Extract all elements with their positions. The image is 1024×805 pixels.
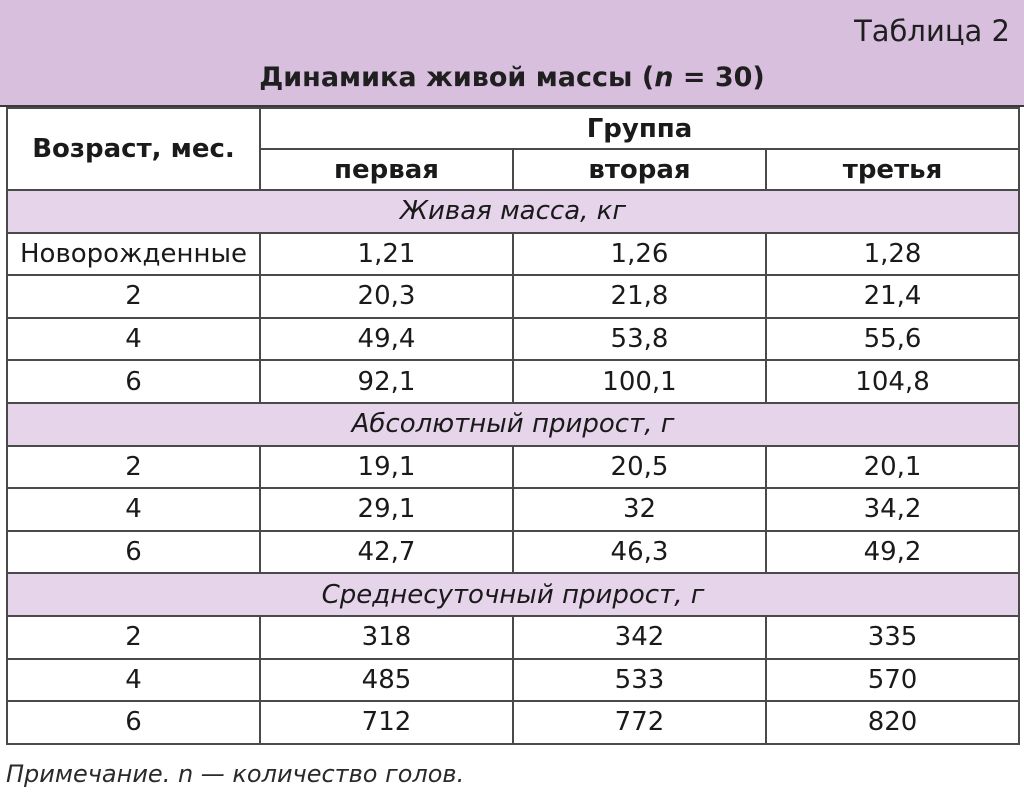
value-cell-group-3: 104,8 [766,360,1019,403]
value-cell-group-2: 100,1 [513,360,766,403]
table-number-label: Таблица 2 [854,14,1010,48]
value-cell-group-1: 29,1 [260,488,513,531]
value-cell-group-3: 49,2 [766,531,1019,574]
age-cell: 2 [7,616,260,659]
table-row [7,446,1019,489]
column-header-group-3: третья [766,149,1019,190]
value-cell-group-1: 19,1 [260,446,513,489]
value-cell-group-2: 53,8 [513,318,766,361]
age-cell: 6 [7,360,260,403]
value-cell-group-1: 42,7 [260,531,513,574]
value-cell-group-2: 32 [513,488,766,531]
value-cell-group-2: 1,26 [513,233,766,276]
value-cell-group-3: 20,1 [766,446,1019,489]
table-row [7,360,1019,403]
section-title: Живая масса, кг [7,190,1019,233]
table-title [0,62,1024,93]
weight-dynamics-table [6,107,1020,745]
section-row [7,573,1019,616]
section-row [7,190,1019,233]
section-title: Абсолютный прирост, г [7,403,1019,446]
header-row-1 [7,108,1019,149]
table-row [7,318,1019,361]
section-row [7,403,1019,446]
value-cell-group-1: 92,1 [260,360,513,403]
table-row [7,616,1019,659]
value-cell-group-1: 318 [260,616,513,659]
table-row [7,659,1019,702]
table-row [7,488,1019,531]
value-cell-group-3: 34,2 [766,488,1019,531]
table-title-rest: = 30) [673,62,765,93]
value-cell-group-2: 20,5 [513,446,766,489]
column-header-group: Группа [260,108,1019,149]
value-cell-group-3: 820 [766,701,1019,744]
age-cell: 2 [7,446,260,489]
value-cell-group-1: 712 [260,701,513,744]
age-cell: 4 [7,488,260,531]
value-cell-group-2: 342 [513,616,766,659]
table-header [0,0,1024,107]
table-row [7,275,1019,318]
age-cell: 2 [7,275,260,318]
value-cell-group-2: 772 [513,701,766,744]
age-cell: 6 [7,531,260,574]
table-row [7,701,1019,744]
table-row [7,531,1019,574]
section-title: Среднесуточный прирост, г [7,573,1019,616]
value-cell-group-3: 21,4 [766,275,1019,318]
value-cell-group-3: 55,6 [766,318,1019,361]
age-cell: 4 [7,318,260,361]
value-cell-group-1: 485 [260,659,513,702]
value-cell-group-1: 1,21 [260,233,513,276]
age-cell: Новорожденные [7,233,260,276]
value-cell-group-2: 21,8 [513,275,766,318]
table-row [7,233,1019,276]
column-header-age: Возраст, мес. [7,108,260,190]
value-cell-group-2: 46,3 [513,531,766,574]
value-cell-group-1: 20,3 [260,275,513,318]
column-header-group-1: первая [260,149,513,190]
value-cell-group-3: 335 [766,616,1019,659]
table-title-n: n [654,62,674,93]
value-cell-group-3: 1,28 [766,233,1019,276]
table-title-main: Динамика живой массы ( [259,62,655,93]
age-cell: 6 [7,701,260,744]
value-cell-group-2: 533 [513,659,766,702]
table-note: Примечание. n — количество голов. [6,760,465,788]
column-header-group-2: вторая [513,149,766,190]
age-cell: 4 [7,659,260,702]
table-body [7,190,1019,744]
value-cell-group-3: 570 [766,659,1019,702]
value-cell-group-1: 49,4 [260,318,513,361]
